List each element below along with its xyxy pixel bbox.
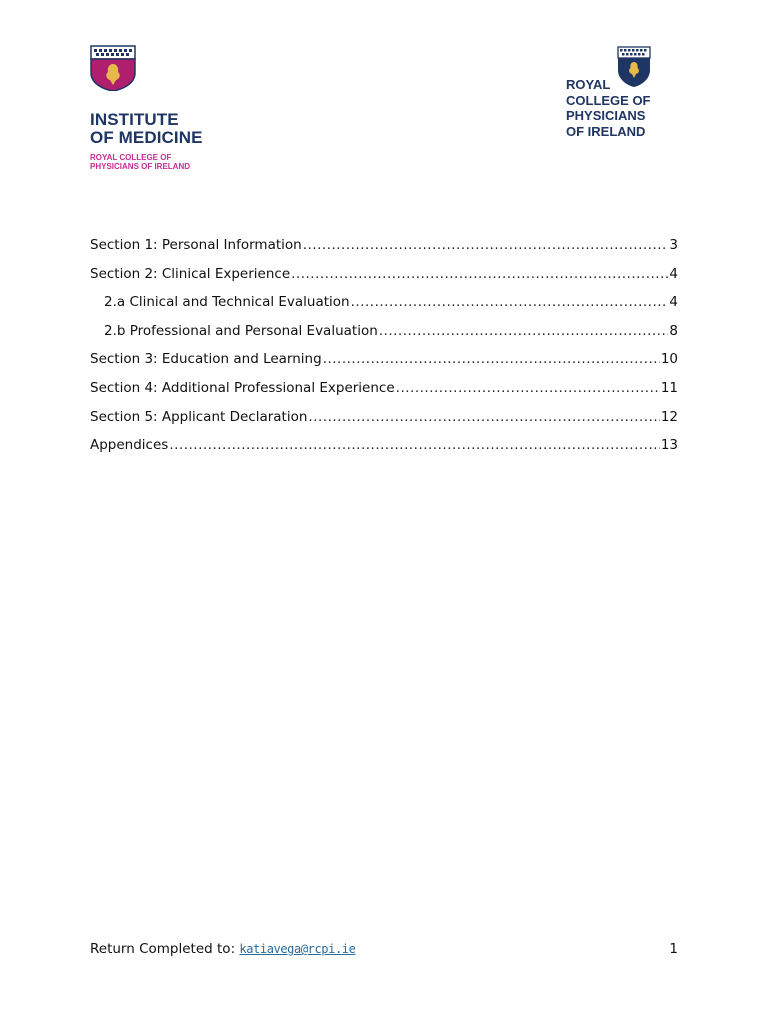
shield-crest-icon bbox=[90, 45, 136, 91]
toc-leader-dots bbox=[303, 236, 669, 254]
toc-entry-label[interactable]: Section 1: Personal Information bbox=[90, 237, 302, 253]
toc-entry[interactable] bbox=[90, 265, 678, 294]
toc-leader-dots bbox=[291, 265, 668, 283]
toc-entry-label[interactable]: Section 3: Education and Learning bbox=[90, 351, 322, 368]
toc-leader-dots bbox=[396, 379, 660, 397]
rcpi-line3: PHYSICIANS bbox=[566, 108, 646, 123]
toc-entry-page[interactable]: 10 bbox=[660, 351, 678, 368]
toc-entry-label[interactable]: 2.b Professional and Personal Evaluation bbox=[104, 322, 378, 339]
toc-entry[interactable] bbox=[90, 350, 678, 379]
toc-leader-dots bbox=[351, 293, 669, 311]
toc-entry[interactable] bbox=[90, 408, 678, 437]
toc-entry-label[interactable]: Section 2: Clinical Experience bbox=[90, 265, 291, 282]
toc-entry-label[interactable]: Appendices bbox=[90, 437, 169, 454]
logo-title-line2: OF MEDICINE bbox=[90, 128, 203, 147]
toc-entry[interactable] bbox=[90, 236, 678, 265]
rcpi-line4: OF IRELAND bbox=[566, 123, 646, 139]
toc-leader-dots bbox=[169, 436, 659, 454]
table-of-contents bbox=[90, 236, 678, 465]
toc-entry-page[interactable]: 3 bbox=[669, 237, 678, 253]
logo-subtitle-line2: PHYSICIANS OF IRELAND bbox=[90, 162, 191, 171]
toc-entry-page[interactable]: 4 bbox=[669, 294, 678, 311]
toc-entry-page[interactable]: 12 bbox=[660, 408, 678, 425]
toc-entry[interactable] bbox=[90, 379, 678, 408]
toc-entry-page[interactable]: 8 bbox=[669, 322, 678, 339]
rcpi-line1: ROYAL bbox=[566, 77, 611, 92]
return-label: Return Completed to: bbox=[90, 941, 240, 957]
toc-entry[interactable] bbox=[90, 436, 678, 465]
logo-title-line1: INSTITUTE bbox=[90, 110, 179, 129]
institute-of-medicine-logo bbox=[90, 45, 230, 171]
page-footer bbox=[90, 940, 678, 958]
logo-subtitle-line1: ROYAL COLLEGE OF bbox=[90, 153, 172, 162]
rcpi-logo bbox=[566, 46, 676, 141]
email-link[interactable]: katiavega@rcpi.ie bbox=[239, 942, 356, 956]
toc-subentry[interactable] bbox=[90, 293, 678, 322]
toc-entry-page[interactable]: 11 bbox=[660, 379, 678, 396]
page-number: 1 bbox=[669, 941, 678, 957]
toc-entry-label[interactable]: Section 4: Additional Professional Experience bbox=[90, 379, 395, 396]
toc-leader-dots bbox=[308, 408, 659, 426]
toc-entry-label[interactable]: Section 5: Applicant Declaration bbox=[90, 408, 308, 425]
toc-entry-page[interactable]: 13 bbox=[660, 437, 678, 454]
toc-leader-dots bbox=[323, 350, 660, 368]
toc-entry-page[interactable]: 4 bbox=[669, 265, 678, 282]
return-instructions bbox=[90, 940, 355, 958]
toc-subentry[interactable] bbox=[90, 322, 678, 351]
rcpi-line2: COLLEGE OF bbox=[566, 92, 651, 108]
toc-leader-dots bbox=[379, 322, 669, 340]
toc-entry-label[interactable]: 2.a Clinical and Technical Evaluation bbox=[104, 294, 350, 311]
